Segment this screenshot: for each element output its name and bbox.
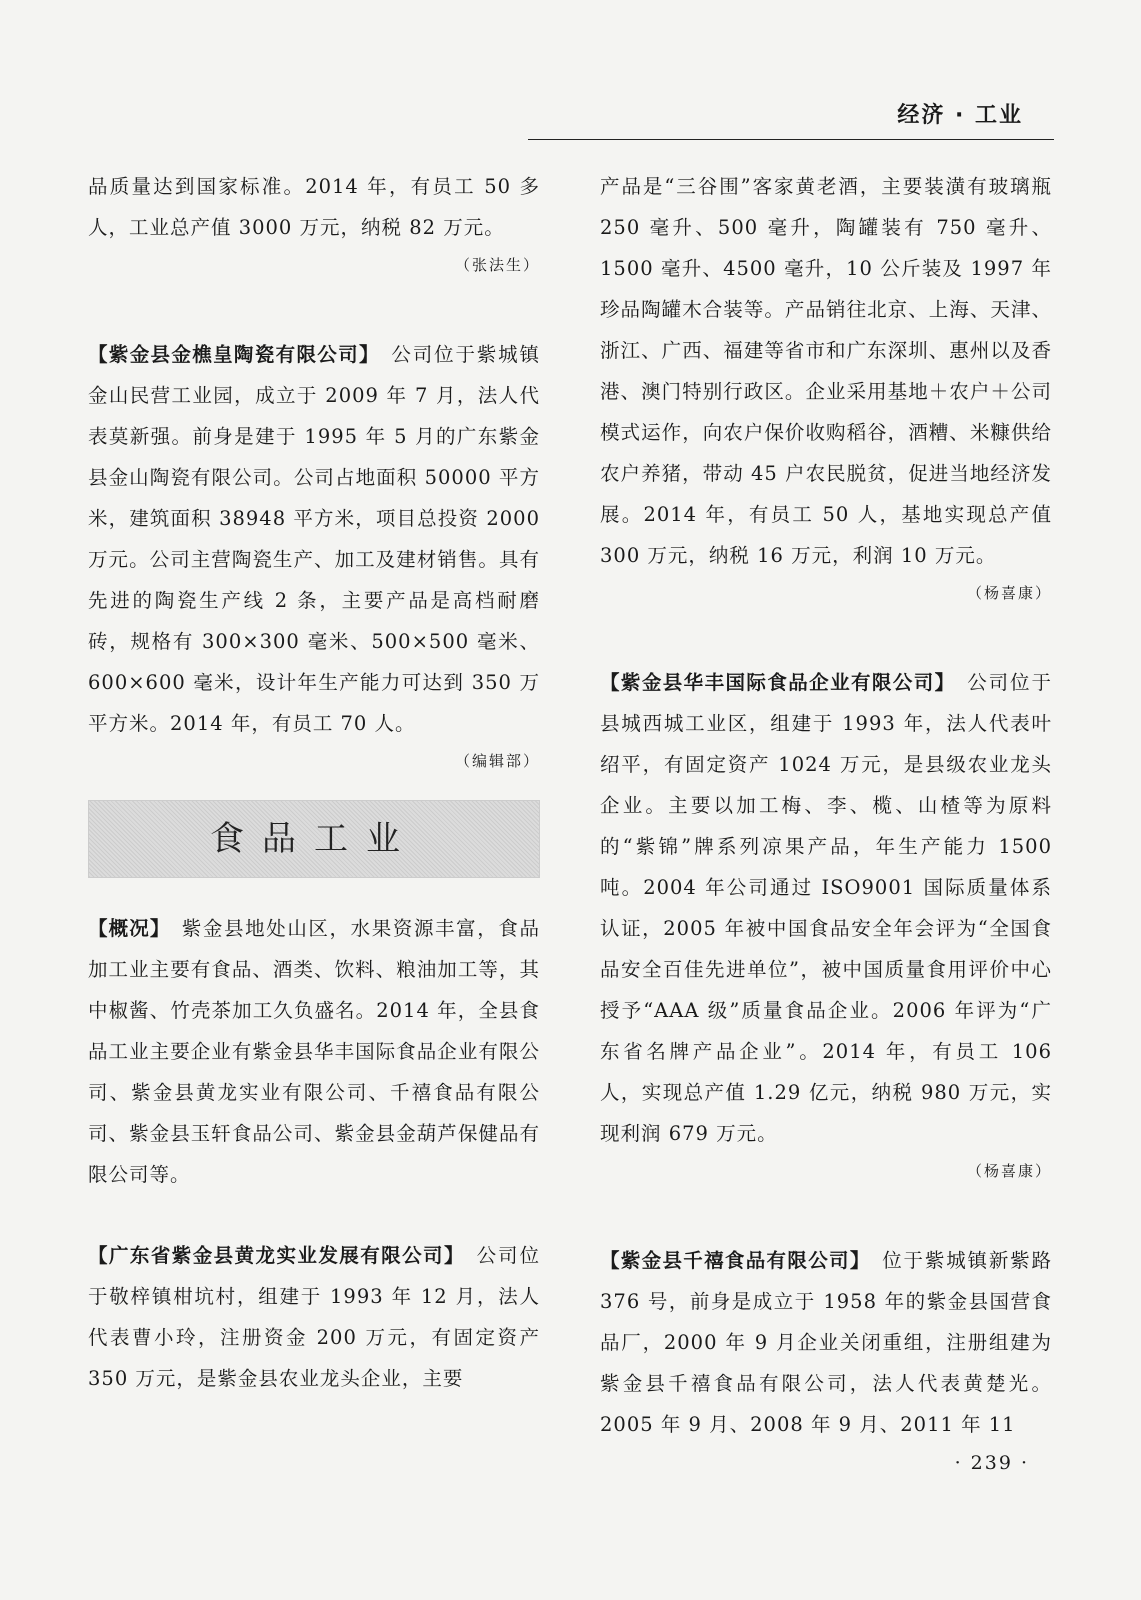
section-banner (88, 800, 540, 878)
header-rule (528, 139, 1054, 140)
jinqiaohuang-entry (88, 334, 540, 744)
page-number: · 239 · (954, 1452, 1029, 1474)
huafeng-entry (600, 662, 1052, 1154)
qianxi-entry (600, 1240, 1052, 1445)
huanglong-entry (88, 1235, 540, 1399)
huanglong-author: （杨喜康） (966, 584, 1052, 602)
intro-paragraph: 品质量达到国家标准。2014 年，有员工 50 多人，工业总产值 3000 万元，纳税 82 万元。 (88, 175, 540, 239)
section-heading: 食品工业 (210, 818, 418, 859)
huanglong-continued: 产品是“三谷围”客家黄老酒，主要装潢有玻璃瓶 250 毫升、500 毫升，陶罐装有 750 毫升、1500 毫升、4500 毫升，10 公斤装及 1997 年珍品陶罐木合装等。产品销往北京、上海、天津、浙江、广西、福建等省市和广东深圳、惠州以及香港、澳门特别行政区。企业采用基地＋农户＋公司模式运作，向农户保价收购稻谷，酒糟、米糠供给农户养猪，带动 45 户农民脱贫，促进当地经济发展。2014 年，有员工 50 人，基地实现总产值 300 万元，纳税 16 万元，利润 10 万元。 (600, 175, 1052, 567)
huanglong-title: 【广东省紫金县黄龙实业发展有限公司】 (88, 1244, 456, 1267)
overview-entry (88, 908, 540, 1195)
qianxi-title: 【紫金县千禧食品有限公司】 (600, 1249, 861, 1272)
right-column (600, 166, 1052, 1445)
huafeng-body: 公司位于县城西城工业区，组建于 1993 年，法人代表叶绍平，有固定资产 1024 万元，是县级农业龙头企业。主要以加工梅、李、榄、山楂等为原料的“紫锦”牌系列凉果产品，年生产能力 1500 吨。2004 年公司通过 ISO9001 国际质量体系认证，2005 年被中国食品安全年会评为“全国食品安全百佳先进单位”，被中国质量食用评价中心授予“AAA 级”质量食品企业。2006 年评为“广东省名牌产品企业”。2014 年，有员工 106 人，实现总产值 1.29 亿元，纳税 980 万元，实现利润 679 万元。 (600, 671, 1052, 1145)
overview-title: 【概况】 (88, 917, 161, 940)
intro-author: （张法生） (454, 256, 540, 274)
jinqiaohuang-author: （编辑部） (454, 752, 540, 770)
jinqiaohuang-body: 公司位于紫城镇金山民营工业园，成立于 2009 年 7 月，法人代表莫新强。前身是建于 1995 年 5 月的广东紫金县金山陶瓷有限公司。公司占地面积 50000 平方米，建筑面积 38948 平方米，项目总投资 2000 万元。公司主营陶瓷生产、加工及建材销售。具有先进的陶瓷生产线 2 条，主要产品是高档耐磨砖，规格有 300×300 毫米、500×500 毫米、600×600 毫米，设计年生产能力可达到 350 万平方米。2014 年，有员工 70 人。 (88, 343, 540, 735)
left-column (88, 166, 540, 1399)
qianxi-body: 位于紫城镇新紫路 376 号，前身是成立于 1958 年的紫金县国营食品厂，2000 年 9 月企业关闭重组，注册组建为紫金县千禧食品有限公司，法人代表黄楚光。2005 年 9 月、2008 年 9 月、2011 年 11 (600, 1249, 1052, 1436)
jinqiaohuang-title: 【紫金县金樵皇陶瓷有限公司】 (88, 343, 371, 366)
huafeng-title: 【紫金县华丰国际食品企业有限公司】 (600, 671, 946, 694)
overview-body: 紫金县地处山区，水果资源丰富，食品加工业主要有食品、酒类、饮料、粮油加工等，其中椒酱、竹壳茶加工久负盛名。2014 年，全县食品工业主要企业有紫金县华丰国际食品企业有限公司、紫金县黄龙实业有限公司、千禧食品有限公司、紫金县玉轩食品公司、紫金县金葫芦保健品有限公司等。 (88, 917, 540, 1186)
running-header: 经济 · 工业 (897, 103, 1023, 128)
huanglong-body: 公司位于敬梓镇柑坑村，组建于 1993 年 12 月，法人代表曹小玲，注册资金 200 万元，有固定资产 350 万元，是紫金县农业龙头企业，主要 (88, 1244, 540, 1390)
huafeng-author: （杨喜康） (966, 1162, 1052, 1180)
